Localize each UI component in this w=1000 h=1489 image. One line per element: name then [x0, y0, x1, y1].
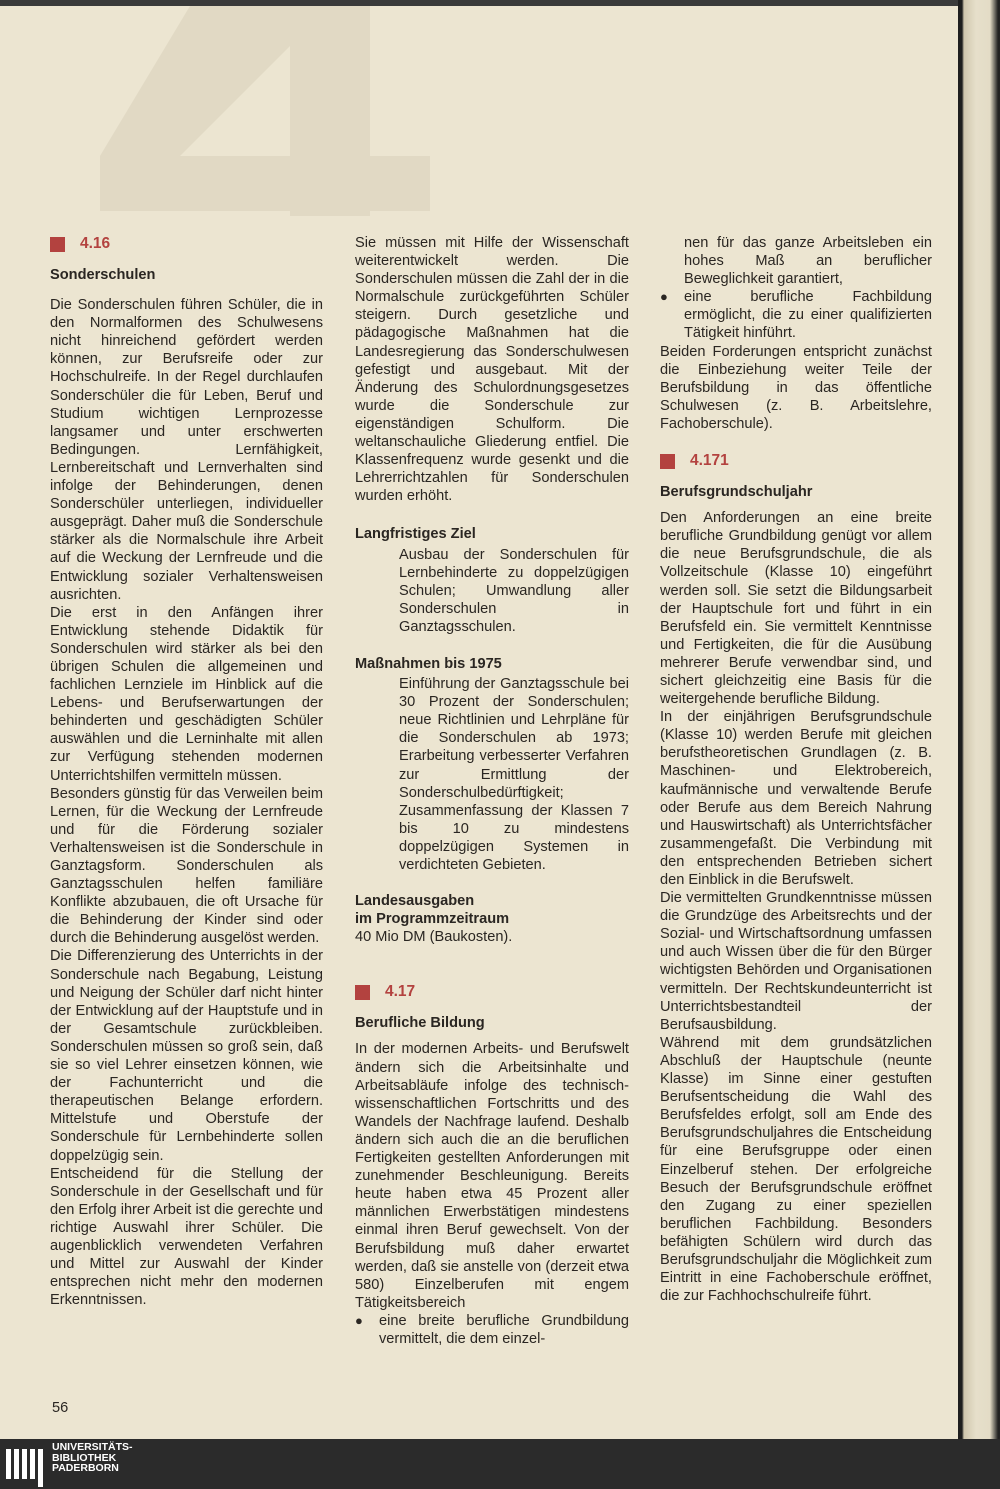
- paragraph: Entscheidend für die Stellung der Sonderschule in der Gesellschaft und für den Erfolg ihrer Arbeit ist die gerechte und richtige Auswahl ihrer Schüler. Die augenblicklich verwendeten Verfahren und Mittel zur Auswahl der Kinder entsprechen nicht mehr den modernen Erkenntnissen.: [50, 1165, 323, 1309]
- paragraph: In der modernen Arbeits- und Berufswelt ändern sich die Arbeitsinhalte und Arbeitsabläufe infolge des technisch-wissenschaftlichen Fortschritts und des Wandels der Nachfrage laufend. Deshalb ändern sich auch die an die beruflichen Fertigkeiten gestellten Anforderungen mit zunehmender Beschleunigung. Bereits heute haben etwa 45 Prozent aller männlichen Erwerbstätigen mindestens einmal ihren Beruf gewechselt. Von der Berufsbildung muß daher erwartet werden, daß sie anstelle von (derzeit etwa 580) Einzelberufen mit engem Tätigkeitsbereich: [355, 1041, 629, 1311]
- expenses-heading-line: Landesausgaben: [355, 893, 475, 910]
- library-name: [52, 1442, 133, 1474]
- paragraph: Die Sonderschulen führen Schüler, die in den Normalformen des Schulwesens nicht hinreichend gefördert werden können, zur Berufsreife oder zur Hochschulreife. In der Regel durchlaufen Sonderschüler die für Leben, Beruf und Studium wichtigen Lernprozesse langsamer und unter erschwerten Bedingungen. Lernfähigkeit, Lernbereitschaft und Lernverhalten sind infolge der Behinderungen, denen Sonderschüler unterliegen, individueller ausgeprägt. Daher muß die Sonderschule stärker als die Normalschule ihre Arbeit auf die Weckung der Lernfreude und die Entwicklung sozialer Verhaltensweisen ausrichten.: [50, 297, 323, 603]
- section-marker-square: [50, 237, 65, 252]
- paragraph: Den Anforderungen an eine breite berufliche Grundbildung genügt vor allem die neue Berufsgrundschule, die als Vollzeitschule (Klasse 10) eingeführt werden soll. Sie setzt die Bildungsarbeit der Hauptschule fort und führt in ein Berufsfeld ein. Sie vermittelt Kenntnisse und Fertigkeiten, die für die Ausübung mehrerer Berufe verwendbar sind, und sichert gleichzeitig eine Basis für die weitergehende berufliche Bildung.: [660, 510, 932, 708]
- bullet-continuation: nen für das ganze Arbeitsleben ein hohes Maß an beruflicher Beweglichkeit garantiert,: [684, 235, 932, 288]
- section-title: Berufsgrundschuljahr: [660, 484, 813, 501]
- section-heading-4-16: [50, 234, 323, 254]
- library-footer: [0, 1439, 1000, 1489]
- library-name-line: PADERBORN: [52, 1462, 119, 1474]
- paragraph: Die vermittelten Grundkenntnisse müssen die Grundzüge des Arbeitsrechts und der Sozial- und Wirtschaftsordnung umfassen und auch Wissen über die für den Bürger wichtigsten Behörden und Organisationen vermitteln. Der Rechtskundeunterricht ist Unterrichtsbestandteil der Berufsausbildung.: [660, 890, 932, 1033]
- section-title: Sonderschulen: [50, 267, 156, 283]
- measures-text: Einführung der Ganztagsschule bei 30 Prozent der Sonderschulen; neue Richtlinien und Lehrpläne für die Sonderschulen ab 1973; Erarbeitung verbesserter Verfahren zur Ermittlung der Sonderschulbedürftigkeit; Zusammenfassung der Klassen 7 bis 10 zu mindestens doppelzügigen Systemen in verdichteten Gebieten.: [399, 676, 629, 873]
- bullet-item: [355, 1312, 629, 1348]
- library-logo-icon: [6, 1443, 46, 1487]
- paragraph: Während mit dem grundsätzlichen Abschluß der Hauptschule (neunte Klasse) im Sinne einer gestuften Berufsentscheidung die Wahl des Berufsfeldes erfolgt, soll am Ende des Berufsgrundschuljahres die Entscheidung für eine Berufsgruppe oder einen Einzelberuf stehen. Der erfolgreiche Besuch der Berufsgrundschule eröffnet den Zugang zu einer speziellen beruflichen Fachbildung. Besonders befähigten Schülern wird durch das Berufsgrundschuljahr die Möglichkeit zum Eintritt in eine Fachoberschule eröffnet, die zur Fachhochschulreife führt.: [660, 1034, 932, 1305]
- page-number: 56: [52, 1400, 69, 1416]
- section-number: 4.16: [80, 234, 111, 252]
- section-title: Berufliche Bildung: [355, 1015, 485, 1032]
- column-middle: [355, 234, 629, 1348]
- document-page: [0, 6, 958, 1439]
- paragraph: Beiden Forderungen entspricht zunächst die Einbeziehung weiter Teile der Berufsbildung in das öffentliche Schulwesen (z. B. Arbeitslehre, Fachoberschule).: [660, 343, 932, 432]
- paragraph: Die Differenzierung des Unterrichts in der Sonderschule nach Begabung, Leistung und Neigung der Schüler darf nicht hinter der Entwicklung auf der Hauptstufe und in der Gesamtschule zurückbleiben. Sonderschulen müssen so groß sein, daß sie so viel Lehrer einsetzen können, wie der Fachunterricht und die therapeutischen Belange erfordern. Mittelstufe und Oberstufe der Sonderschule für Lernbehinderte sollen doppelzügig sein.: [50, 948, 323, 1164]
- goal-text: Ausbau der Sonderschulen für Lernbehinderte zu doppelzügigen Schulen; Umwandlung aller Sonderschulen in Ganztagsschulen.: [399, 546, 629, 635]
- bullet-text: eine berufliche Fachbildung ermöglicht, die zu einer qualifizierten Tätigkeit hinführt.: [684, 289, 932, 342]
- column-right: [660, 234, 932, 1305]
- book-edge: [958, 0, 1000, 1439]
- section-number: 4.17: [385, 983, 416, 1001]
- goal-heading: Langfristiges Ziel: [355, 526, 476, 543]
- column-left: [50, 234, 323, 1309]
- paragraph: Sie müssen mit Hilfe der Wissenschaft weiterentwickelt werden. Die Sonderschulen müssen die Zahl der in die Normalschule zurückgeführten Schüler steigern. Durch gesetzliche und pädagogische Maßnahmen hat die Landesregierung das Sonderschulwesen gefestigt und ausgebaut. Mit der Änderung des Schulordnungsgesetzes wurde die Sonderschule zur eigenständigen Schulform. Die weltanschauliche Gliederung entfiel. Die Klassenfrequenz wurde gesenkt und die Lehrerrichtzahlen für Sonderschulen wurden erhöht.: [355, 235, 629, 505]
- section-heading-4-17: [355, 982, 629, 1002]
- expenses-heading-line: im Programmzeitraum: [355, 911, 510, 928]
- measures-heading: Maßnahmen bis 1975: [355, 655, 502, 672]
- bullet-item: [660, 288, 932, 342]
- paragraph: Die erst in den Anfängen ihrer Entwicklung stehende Didaktik für Sonderschulen wird stärker als bei den übrigen Schulen die allgemeinen und fachlichen Lernziele im Hinblick auf die Lebens- und Berufserwartungen der behinderten und geschädigten Schüler auswählen und die Lerninhalte mit allen zur Verfügung stehenden modernen Unterrichtshilfen vermitteln müssen.: [50, 604, 323, 784]
- bullet-icon: ●: [355, 1312, 363, 1328]
- library-name-line: UNIVERSITÄTS-: [52, 1441, 133, 1453]
- expenses-value: 40 Mio DM (Baukosten).: [355, 929, 513, 946]
- section-number: 4.171: [690, 451, 729, 469]
- bullet-icon: ●: [660, 289, 668, 305]
- library-name-line: BIBLIOTHEK: [52, 1451, 117, 1464]
- show-through-numeral: [40, 6, 460, 216]
- section-marker-square: [660, 454, 675, 469]
- bullet-text: eine breite berufliche Grundbildung vermittelt, die dem einzel-: [379, 1312, 629, 1347]
- paragraph: In der einjährigen Berufsgrundschule (Klasse 10) werden Berufe mit gleichen berufstheoretischen Grundlagen (z. B. Maschinen- und Elektrobereich, kaufmännische und verwaltende Berufe oder Berufe aus dem Bereich Nahrung und Hauswirtschaft) als Unterrichtsfächer zusammengefaßt. Die Verbindung mit den entsprechenden Betrieben sichert den Einblick in die Berufswelt.: [660, 709, 932, 888]
- section-marker-square: [355, 985, 370, 1000]
- expenses-heading: [355, 892, 629, 928]
- section-heading-4-171: [660, 451, 932, 471]
- paragraph: Besonders günstig für das Verweilen beim Lernen, für die Weckung der Lernfreude und für die Förderung sozialer Verhaltensweisen ist die Sonderschule in Ganztagsform. Sonderschulen als Ganztagsschulen helfen familiäre Konflikte abzubauen, die oft Ursache für die Behinderung der Kinder sind oder durch die Behinderung ausgelöst werden.: [50, 785, 323, 947]
